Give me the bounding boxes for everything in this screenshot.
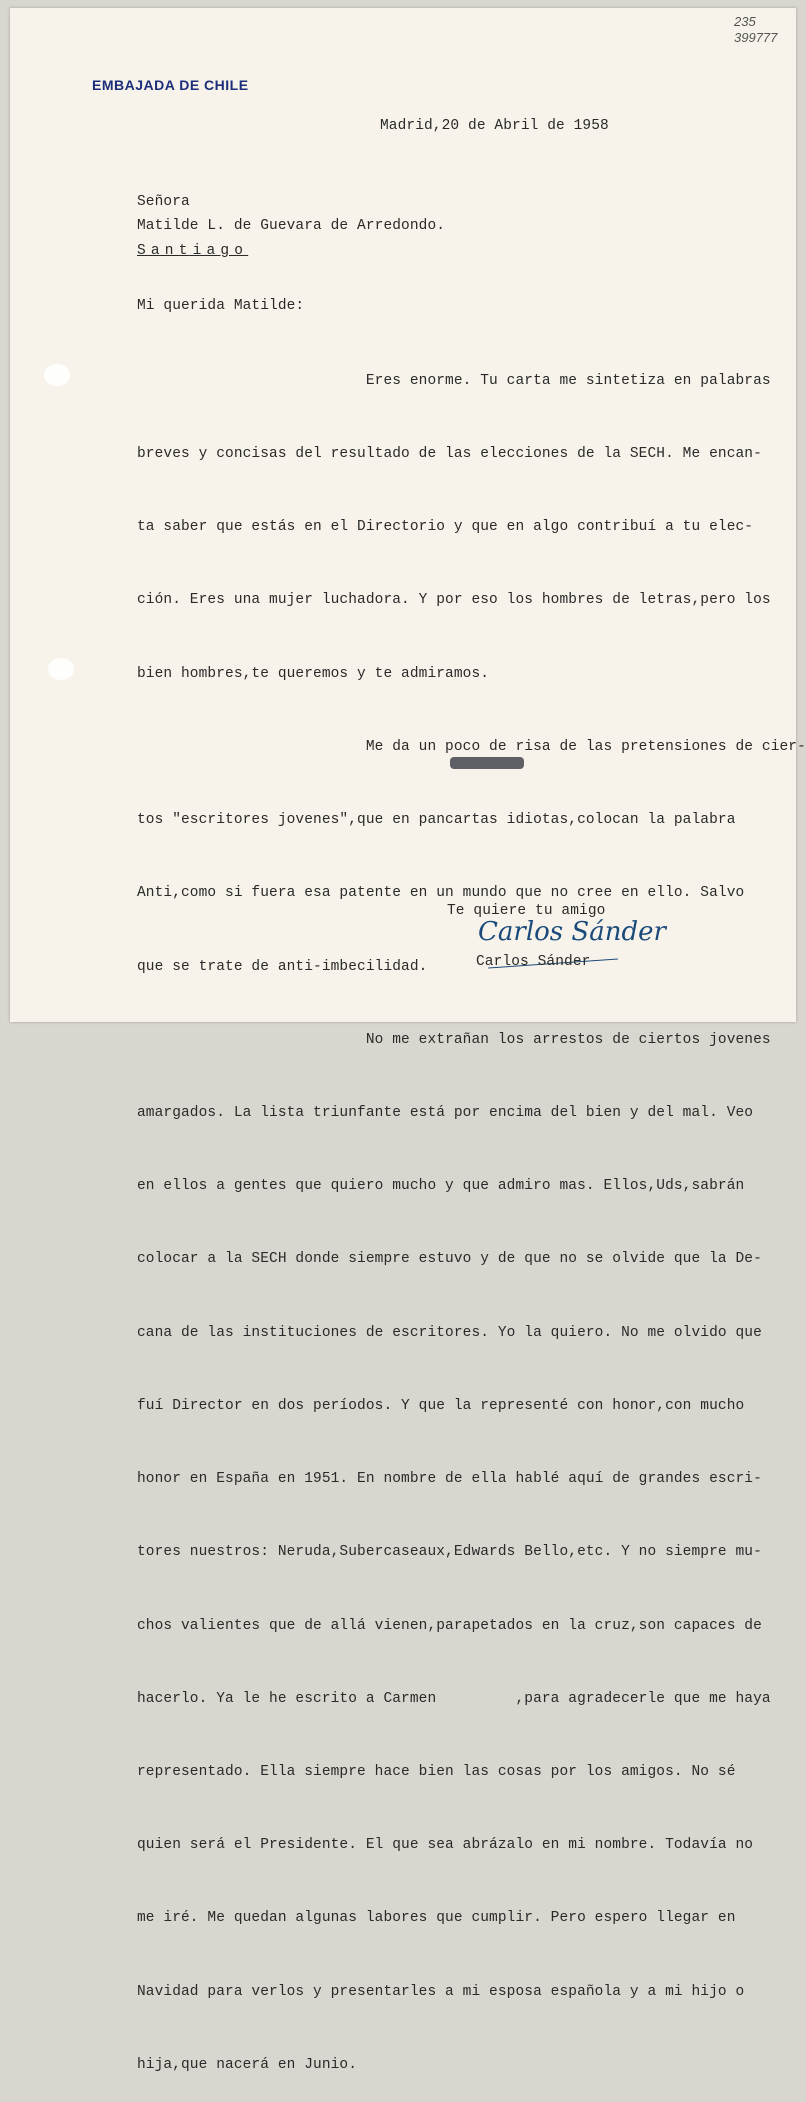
body-line: tos "escritores jovenes",que en pancartas idiotas,colocan la palabra: [137, 812, 736, 829]
body-line: breves y concisas del resultado de las elecciones de la SECH. Me encan-: [137, 446, 762, 463]
body-line: Navidad para verlos y presentarles a mi esposa española y a mi hijo o: [137, 1983, 745, 2000]
body-line: en ellos a gentes que quiero mucho y que admiro mas. Ellos,Uds,sabrán: [137, 1178, 745, 1195]
body-line: amargados. La lista triunfante está por encima del bien y del mal. Veo: [137, 1105, 754, 1121]
addressee-name: Matilde L. de Guevara de Arredondo.: [137, 218, 446, 234]
letter-body: [137, 320, 806, 2102]
body-line: Anti,como si fuera esa patente en un mundo que no cree en ello. Salvo: [137, 885, 745, 902]
body-line: honor en España en 1951. En nombre de ella hablé aquí de grandes escri-: [137, 1471, 762, 1488]
body-line: ta saber que estás en el Directorio y que en algo contribuí a tu elec-: [137, 519, 754, 536]
letter-date: Madrid,20 de Abril de 1958: [380, 118, 609, 134]
body-line: bien hombres,te queremos y te admiramos.: [137, 665, 490, 682]
body-line: me iré. Me quedan algunas labores que cumplir. Pero espero llegar en: [137, 1910, 736, 1927]
body-line: chos valientes que de allá vienen,parapetados en la cruz,son capaces de: [137, 1617, 762, 1634]
body-line: ción. Eres una mujer luchadora. Y por eso los hombres de letras,pero los: [137, 592, 771, 609]
body-line: Eres enorme. Tu carta me sintetiza en palabras: [137, 372, 771, 389]
punch-hole-top: [44, 364, 70, 386]
archive-number-1: 235: [734, 14, 756, 29]
body-line: colocar a la SECH donde siempre estuvo y de que no se olvide que la De-: [137, 1251, 762, 1268]
body-line: hacerlo. Ya le he escrito a Carmen ,para agradecerle que me haya: [137, 1690, 771, 1707]
body-line: fuí Director en dos períodos. Y que la representé con honor,con mucho: [137, 1397, 745, 1414]
body-line: quien será el Presidente. El que sea abrázalo en mi nombre. Todavía no: [137, 1837, 754, 1854]
salutation: Mi querida Matilde:: [137, 298, 305, 314]
archive-reference: [734, 14, 777, 46]
body-line: representado. Ella siempre hace bien las cosas por los amigos. No sé: [137, 1763, 736, 1780]
body-line: hija,que nacerá en Junio.: [137, 2056, 358, 2073]
body-line: Me da un poco de risa de las pretensiones de cier-: [137, 738, 806, 755]
archive-number-2: 399777: [734, 30, 778, 45]
addressee-title: Señora: [137, 194, 190, 210]
ink-scribble: [450, 757, 524, 769]
punch-hole-bottom: [48, 658, 74, 680]
signer-name: Carlos Sánder: [476, 954, 591, 970]
handwritten-signature: Carlos Sánder: [478, 917, 666, 947]
body-line: que se trate de anti-imbecilidad.: [137, 958, 428, 975]
body-line: cana de las instituciones de escritores. Yo la quiero. No me olvido que: [137, 1324, 762, 1341]
letterhead: EMBAJADA DE CHILE: [92, 77, 249, 93]
closing-phrase: Te quiere tu amigo: [447, 903, 606, 919]
addressee-city: Santiago: [137, 243, 249, 259]
body-line: No me extrañan los arrestos de ciertos jovenes: [137, 1031, 771, 1048]
body-line: tores nuestros: Neruda,Subercaseaux,Edwards Bello,etc. Y no siempre mu-: [137, 1544, 762, 1561]
